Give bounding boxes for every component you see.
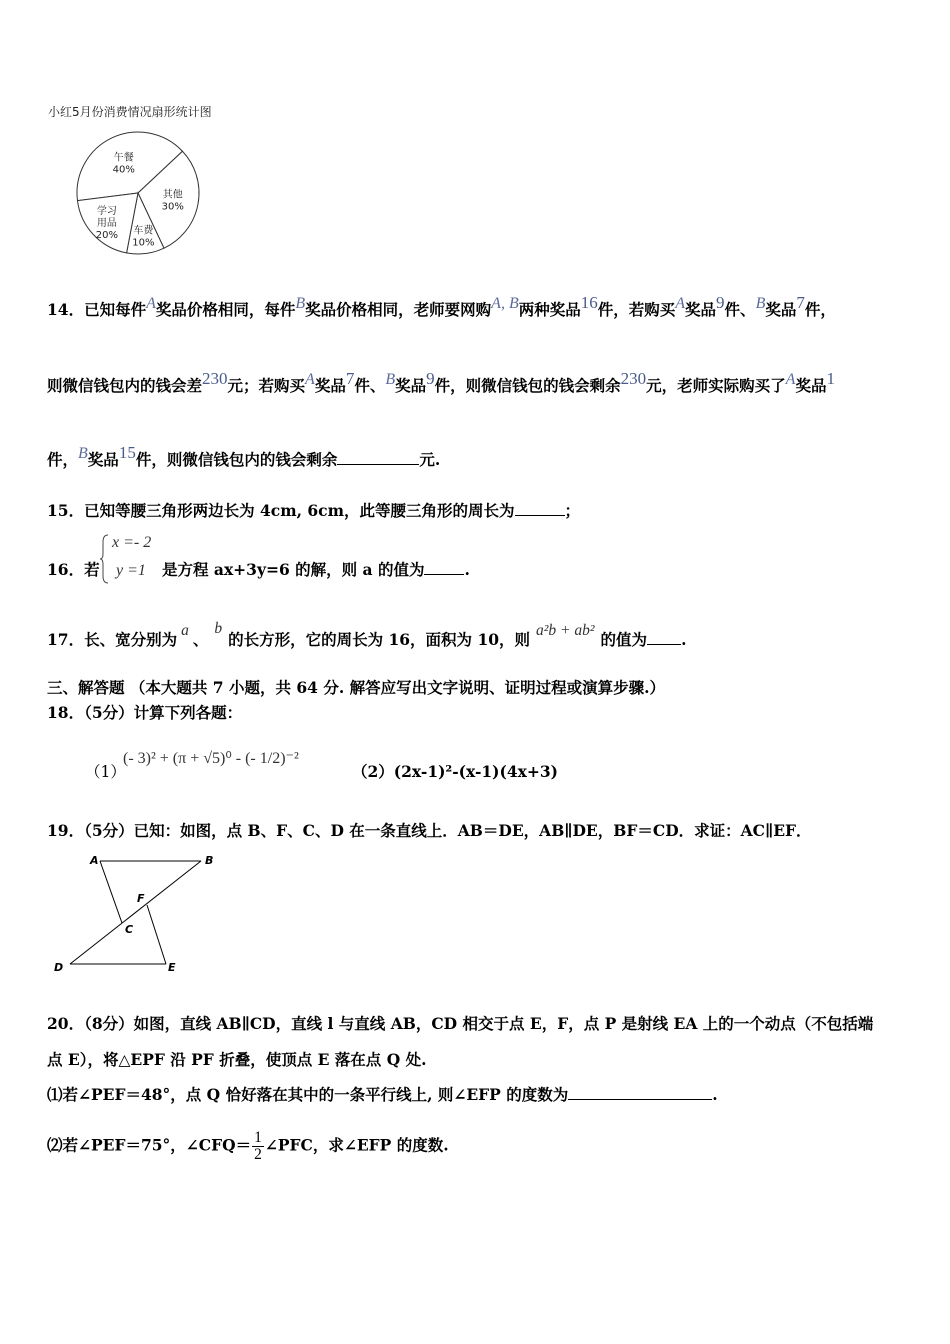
label-E: E [168, 961, 176, 974]
q18-part1-label: （1） [85, 763, 126, 781]
label-D: D [54, 961, 64, 974]
q16: 16．若 [47, 560, 100, 579]
slice-label: 其他 [162, 189, 183, 201]
slice-value-label: 20% [95, 230, 118, 242]
eq1: x =- 2 [112, 534, 152, 551]
q14-line3: 件，B奖品15件，则微信钱包内的钱会剩余 元. [47, 443, 441, 469]
q16-system [100, 532, 160, 584]
section-title: 三、解答题 （本大题共 7 小题，共 64 分. 解答应写出文字说明、证明过程或演算步骤.） [47, 678, 666, 697]
q19-text: 19．（5分）已知：如图，点 B、F、C、D 在一条直线上．AB＝DE，AB∥DE，BF＝CD．求证：AC∥EF． [47, 821, 812, 840]
label-B: B [205, 854, 214, 867]
q18-title: 18．（5分）计算下列各题： [47, 703, 243, 722]
answer-blank[interactable] [647, 630, 681, 645]
brace-icon [100, 534, 110, 584]
q20-line2: 点 E），将△EPF 沿 PF 折叠，使顶点 E 落在点 Q 处. [47, 1050, 427, 1069]
answer-blank[interactable] [515, 501, 565, 516]
q18-part2: （2）(2x-1)²-(x-1)(4x+3) [352, 762, 558, 781]
slice-value-label: 10% [132, 237, 155, 249]
slice-value-label: 30% [161, 201, 184, 213]
q14-line1: 14．已知每件A奖品价格相同，每件B奖品价格相同，老师要网购A, B两种奖品16件，若购买A奖品9件、B奖品7件， [47, 293, 836, 319]
q18-part1-expr: (- 3)² + (π + √5)⁰ - (- 1/2)⁻² [123, 750, 299, 767]
q15: 15．已知等腰三角形两边长为 4cm, 6cm，此等腰三角形的周长为 ； [47, 501, 581, 520]
slice-label: 用品 [96, 218, 117, 230]
q20-line1: 20．（8分）如图，直线 AB∥CD，直线 l 与直线 AB，CD 相交于点 E，F，点 P 是射线 EA 上的一个动点（不包括端 [47, 1014, 874, 1033]
fraction: $\frac{1}{2}$ [254, 1129, 262, 1163]
label-C: C [125, 923, 134, 936]
q20-part2: ⑵若∠PEF＝75°，∠CFQ＝ $\frac{1}{2}$ ∠PFC，求∠EFP 的度数. [47, 1129, 449, 1163]
slice-value-label: 40% [112, 164, 135, 176]
label-A: A [90, 854, 99, 867]
q16-rest: 是方程 ax+3y=6 的解，则 a 的值为 . [162, 560, 470, 579]
slice-label: 午餐 [113, 152, 134, 164]
answer-blank[interactable] [424, 560, 464, 575]
q20-part1: ⑴若∠PEF＝48°，点 Q 恰好落在其中的一条平行线上, 则∠EFP 的度数为 . [47, 1085, 718, 1104]
answer-blank[interactable] [568, 1085, 712, 1100]
slice-label: 学习 [96, 206, 117, 218]
answer-blank[interactable] [337, 450, 419, 465]
eq2: y =1 [116, 562, 146, 579]
q19-figure [48, 852, 228, 982]
pie-chart [70, 128, 210, 258]
q14-line2: 则微信钱包内的钱会差230元；若购买A奖品7件、B奖品9件，则微信钱包的钱会剩余230元，老师实际购买了A奖品1 [47, 369, 835, 395]
slice-label: 车费 [133, 225, 154, 237]
chart-title: 小红5月份消费情况扇形统计图 [48, 105, 212, 119]
label-F: F [137, 892, 145, 905]
q17: 17．长、宽分别为 a 、b的长方形，它的周长为 16，面积为 10，则 a²b + ab² 的值为 . [47, 620, 687, 649]
